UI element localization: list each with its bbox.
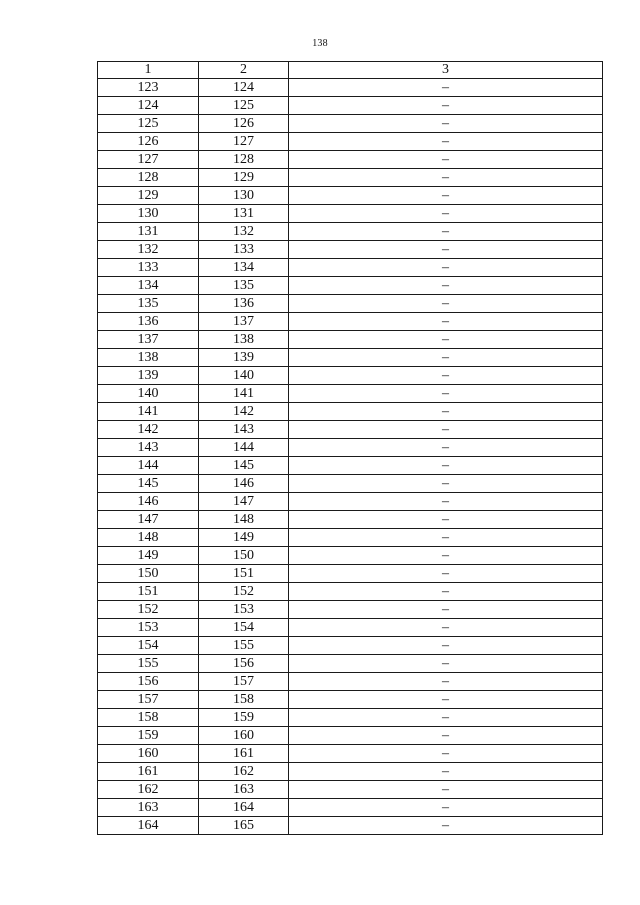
table-cell-col1: 147 [98,511,199,529]
table-row [98,673,603,691]
table-cell-col1: 137 [98,331,199,349]
table-cell-col1: 161 [98,763,199,781]
table-cell-col3: – [289,601,603,619]
table-row [98,331,603,349]
table-cell-col3: – [289,511,603,529]
table-row [98,457,603,475]
table-cell-col1: 129 [98,187,199,205]
table-cell-col1: 162 [98,781,199,799]
table-cell-col3: – [289,115,603,133]
table-cell-col3: – [289,691,603,709]
table-cell-col1: 136 [98,313,199,331]
table-cell-col2: 152 [199,583,289,601]
table-cell-col3: – [289,529,603,547]
table-cell-col3: – [289,583,603,601]
header-cell-col3: 3 [289,62,603,79]
table-row [98,97,603,115]
table-cell-col3: – [289,79,603,97]
table-row [98,115,603,133]
table-body [98,79,603,835]
table-cell-col3: – [289,673,603,691]
table-cell-col3: – [289,403,603,421]
table-cell-col3: – [289,187,603,205]
table-cell-col3: – [289,223,603,241]
table-cell-col2: 156 [199,655,289,673]
table-cell-col2: 138 [199,331,289,349]
table-cell-col3: – [289,313,603,331]
table-cell-col3: – [289,493,603,511]
header-row [98,62,603,79]
table-row [98,151,603,169]
table-row [98,709,603,727]
table-row [98,529,603,547]
table-cell-col2: 142 [199,403,289,421]
table-row [98,547,603,565]
table-cell-col3: – [289,367,603,385]
table-cell-col3: – [289,709,603,727]
table-cell-col1: 123 [98,79,199,97]
table-cell-col3: – [289,547,603,565]
table-cell-col2: 141 [199,385,289,403]
table-header [98,62,603,79]
table-cell-col2: 162 [199,763,289,781]
table-cell-col2: 134 [199,259,289,277]
table-cell-col1: 141 [98,403,199,421]
table-cell-col2: 133 [199,241,289,259]
header-cell-col1: 1 [98,62,199,79]
table-cell-col1: 156 [98,673,199,691]
table-row [98,601,603,619]
table-cell-col2: 148 [199,511,289,529]
table-cell-col1: 145 [98,475,199,493]
table-cell-col2: 137 [199,313,289,331]
table-cell-col1: 127 [98,151,199,169]
table-row [98,295,603,313]
table-cell-col1: 160 [98,745,199,763]
table-cell-col1: 126 [98,133,199,151]
table-cell-col3: – [289,745,603,763]
header-cell-col2: 2 [199,62,289,79]
table-cell-col1: 140 [98,385,199,403]
table-cell-col2: 128 [199,151,289,169]
table-row [98,727,603,745]
table-row [98,781,603,799]
data-table [97,61,603,835]
table-cell-col3: – [289,817,603,835]
table-row [98,385,603,403]
table-row [98,259,603,277]
table-cell-col1: 151 [98,583,199,601]
table-cell-col3: – [289,439,603,457]
table-cell-col1: 132 [98,241,199,259]
table-row [98,691,603,709]
table-cell-col1: 150 [98,565,199,583]
table-cell-col2: 130 [199,187,289,205]
table-row [98,583,603,601]
table-cell-col1: 143 [98,439,199,457]
table-row [98,205,603,223]
table-cell-col1: 153 [98,619,199,637]
table-cell-col2: 153 [199,601,289,619]
table-cell-col1: 139 [98,367,199,385]
table-cell-col1: 124 [98,97,199,115]
table-cell-col3: – [289,169,603,187]
table-cell-col1: 164 [98,817,199,835]
table-cell-col3: – [289,763,603,781]
table-cell-col2: 161 [199,745,289,763]
table-cell-col3: – [289,421,603,439]
table-cell-col1: 152 [98,601,199,619]
table-cell-col3: – [289,241,603,259]
table-cell-col2: 132 [199,223,289,241]
table-cell-col2: 150 [199,547,289,565]
table-cell-col2: 135 [199,277,289,295]
table-row [98,349,603,367]
table-cell-col2: 136 [199,295,289,313]
table-cell-col2: 163 [199,781,289,799]
table-cell-col2: 160 [199,727,289,745]
table-cell-col1: 130 [98,205,199,223]
table-cell-col1: 149 [98,547,199,565]
table-row [98,493,603,511]
table-cell-col2: 158 [199,691,289,709]
table-cell-col1: 155 [98,655,199,673]
table-cell-col2: 144 [199,439,289,457]
table-cell-col2: 143 [199,421,289,439]
table-cell-col1: 163 [98,799,199,817]
table-row [98,745,603,763]
table-row [98,475,603,493]
table-cell-col3: – [289,655,603,673]
table-row [98,403,603,421]
table-row [98,817,603,835]
table-cell-col1: 159 [98,727,199,745]
table-cell-col3: – [289,205,603,223]
table-cell-col3: – [289,799,603,817]
table-cell-col2: 157 [199,673,289,691]
table-cell-col3: – [289,295,603,313]
table-cell-col3: – [289,475,603,493]
table-cell-col3: – [289,151,603,169]
table-cell-col2: 125 [199,97,289,115]
table-cell-col1: 154 [98,637,199,655]
table-row [98,79,603,97]
table-cell-col2: 159 [199,709,289,727]
table-cell-col2: 126 [199,115,289,133]
table-cell-col1: 133 [98,259,199,277]
table-cell-col1: 125 [98,115,199,133]
table-cell-col2: 154 [199,619,289,637]
table-cell-col2: 131 [199,205,289,223]
table-row [98,241,603,259]
table-cell-col1: 157 [98,691,199,709]
table-row [98,421,603,439]
table-cell-col2: 140 [199,367,289,385]
table-cell-col2: 127 [199,133,289,151]
table-cell-col1: 135 [98,295,199,313]
table-cell-col2: 146 [199,475,289,493]
table-cell-col3: – [289,97,603,115]
table-cell-col2: 164 [199,799,289,817]
table-row [98,367,603,385]
table-cell-col1: 138 [98,349,199,367]
table-row [98,169,603,187]
table-row [98,439,603,457]
table-cell-col2: 124 [199,79,289,97]
table-cell-col3: – [289,331,603,349]
table-cell-col3: – [289,457,603,475]
table-cell-col3: – [289,133,603,151]
table-cell-col1: 134 [98,277,199,295]
table-cell-col3: – [289,277,603,295]
table-cell-col1: 148 [98,529,199,547]
table-cell-col2: 149 [199,529,289,547]
table-row [98,799,603,817]
table-row [98,223,603,241]
table-row [98,619,603,637]
table-cell-col2: 147 [199,493,289,511]
table-row [98,511,603,529]
table-cell-col2: 139 [199,349,289,367]
table-row [98,763,603,781]
table-row [98,565,603,583]
table-cell-col3: – [289,259,603,277]
table-cell-col1: 142 [98,421,199,439]
table-cell-col3: – [289,637,603,655]
table-cell-col3: – [289,727,603,745]
table-cell-col3: – [289,349,603,367]
table-cell-col3: – [289,565,603,583]
table-row [98,277,603,295]
table-cell-col3: – [289,619,603,637]
table-row [98,313,603,331]
table-cell-col1: 144 [98,457,199,475]
table-row [98,655,603,673]
table-row [98,187,603,205]
table-cell-col1: 146 [98,493,199,511]
table-cell-col3: – [289,781,603,799]
table-row [98,133,603,151]
table-cell-col2: 145 [199,457,289,475]
table-cell-col1: 158 [98,709,199,727]
table-cell-col2: 129 [199,169,289,187]
table-row [98,637,603,655]
table-cell-col2: 165 [199,817,289,835]
table-cell-col2: 151 [199,565,289,583]
table-cell-col2: 155 [199,637,289,655]
page-number: 138 [312,38,328,49]
table-cell-col3: – [289,385,603,403]
table-cell-col1: 128 [98,169,199,187]
table-cell-col1: 131 [98,223,199,241]
